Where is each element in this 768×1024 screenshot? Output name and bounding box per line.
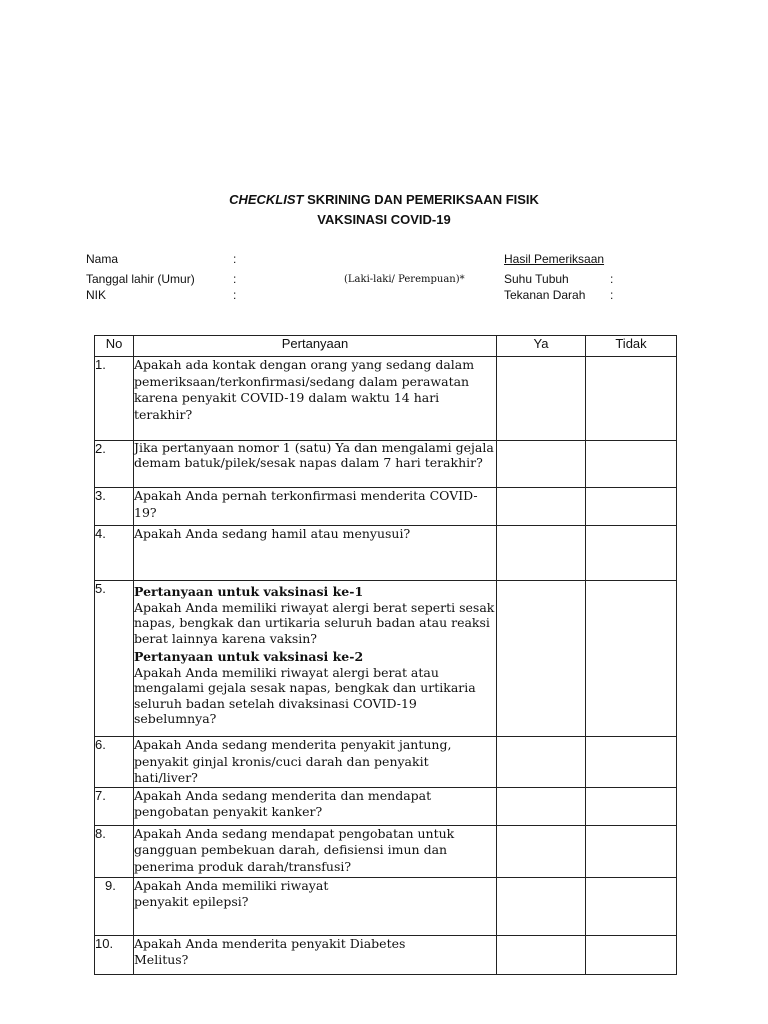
- answer-tidak-cell[interactable]: [586, 441, 677, 488]
- question-text: Apakah ada kontak dengan orang yang sedang dalam pemeriksaan/terkonfirmasi/sedang dalam perawatan karena penyakit COVID-19 dalam waktu 14 hari terakhir?: [134, 357, 497, 441]
- answer-tidak-cell[interactable]: [586, 581, 677, 737]
- nama-label: Nama: [86, 252, 119, 266]
- answer-tidak-cell[interactable]: [586, 526, 677, 581]
- table-row: [95, 787, 677, 825]
- tekanan-darah-colon: :: [610, 288, 614, 302]
- answer-ya-cell[interactable]: [497, 357, 586, 441]
- question-text: Apakah Anda memiliki riwayat penyakit epilepsi?: [134, 877, 497, 935]
- table-row: [95, 526, 677, 581]
- answer-ya-cell[interactable]: [497, 441, 586, 488]
- table-row: [95, 357, 677, 441]
- question-text: Apakah Anda sedang hamil atau menyusui?: [134, 526, 497, 581]
- nik-label: NIK: [86, 288, 107, 302]
- gender-option: (Laki-laki/ Perempuan)*: [344, 274, 465, 285]
- answer-tidak-cell[interactable]: [586, 357, 677, 441]
- table-row: [95, 935, 677, 974]
- title-checklist-word: CHECKLIST: [229, 192, 304, 207]
- header-no: No: [95, 336, 134, 357]
- question-text: Jika pertanyaan nomor 1 (satu) Ya dan mengalami gejala demam batuk/pilek/sesak napas dalam 7 hari terakhir?: [134, 441, 497, 488]
- row-number: 10.: [95, 935, 134, 974]
- answer-tidak-cell[interactable]: [586, 737, 677, 788]
- nama-colon: :: [233, 252, 237, 266]
- table-row: [95, 877, 677, 935]
- question-text: Apakah Anda pernah terkonfirmasi menderita COVID-19?: [134, 488, 497, 526]
- table-row: [95, 441, 677, 488]
- hasil-pemeriksaan-label: Hasil Pemeriksaan: [504, 252, 605, 266]
- row-number: 9.: [95, 877, 134, 935]
- answer-ya-cell[interactable]: [497, 877, 586, 935]
- answer-tidak-cell[interactable]: [586, 825, 677, 877]
- answer-ya-cell[interactable]: [497, 526, 586, 581]
- table-row: [95, 581, 677, 737]
- header-pertanyaan: Pertanyaan: [134, 336, 497, 357]
- nik-colon: :: [233, 288, 237, 302]
- document-title: [0, 192, 768, 207]
- answer-ya-cell[interactable]: [497, 935, 586, 974]
- questionnaire-table: [94, 335, 677, 975]
- table-row: [95, 825, 677, 877]
- row-number: 3.: [95, 488, 134, 526]
- row-number: 6.: [95, 737, 134, 788]
- answer-ya-cell[interactable]: [497, 787, 586, 825]
- table-row: [95, 737, 677, 788]
- answer-tidak-cell[interactable]: [586, 787, 677, 825]
- answer-ya-cell[interactable]: [497, 488, 586, 526]
- answer-ya-cell[interactable]: [497, 737, 586, 788]
- row-number: 2.: [95, 441, 134, 488]
- table-header-row: [95, 336, 677, 357]
- vaccination-1-question: Apakah Anda memiliki riwayat alergi berat seperti sesak napas, bengkak dan urtikaria seluruh badan atau reaksi berat lainnya karena vaksin?: [134, 599, 495, 646]
- answer-ya-cell[interactable]: [497, 825, 586, 877]
- tekanan-darah-label: Tekanan Darah: [504, 288, 586, 302]
- answer-ya-cell[interactable]: [497, 581, 586, 737]
- tanggal-lahir-label: Tanggal lahir (Umur): [86, 272, 195, 286]
- question-text: Apakah Anda sedang mendapat pengobatan untuk gangguan pembekuan darah, defisiensi imun dan penerima produk darah/transfusi?: [134, 825, 497, 877]
- tanggal-lahir-colon: :: [233, 272, 237, 286]
- question-text: Apakah Anda sedang menderita dan mendapat pengobatan penyakit kanker?: [134, 787, 497, 825]
- vaccination-1-heading: Pertanyaan untuk vaksinasi ke-1: [134, 584, 364, 599]
- suhu-tubuh-label: Suhu Tubuh: [504, 272, 569, 286]
- question-text: Apakah Anda menderita penyakit Diabetes Melitus?: [134, 935, 497, 974]
- header-ya: Ya: [497, 336, 586, 357]
- question-text: Apakah Anda sedang menderita penyakit jantung, penyakit ginjal kronis/cuci darah dan penyakit hati/liver?: [134, 737, 497, 788]
- title-rest: SKRINING DAN PEMERIKSAAN FISIK: [303, 192, 539, 207]
- row-number: 1.: [95, 357, 134, 441]
- answer-tidak-cell[interactable]: [586, 935, 677, 974]
- row-number: 7.: [95, 787, 134, 825]
- table-row: [95, 488, 677, 526]
- answer-tidak-cell[interactable]: [586, 877, 677, 935]
- document-subtitle: VAKSINASI COVID-19: [317, 212, 451, 227]
- header-tidak: Tidak: [586, 336, 677, 357]
- vaccination-2-question: Apakah Anda memiliki riwayat alergi berat atau mengalami gejala sesak napas, bengkak dan urtikaria seluruh badan setelah divaksinasi COVID-19 sebelumnya?: [134, 664, 476, 726]
- row-number: 8.: [95, 825, 134, 877]
- vaccination-2-heading: Pertanyaan untuk vaksinasi ke-2: [134, 649, 364, 664]
- question-text-group: [134, 581, 497, 737]
- answer-tidak-cell[interactable]: [586, 488, 677, 526]
- suhu-tubuh-colon: :: [610, 272, 614, 286]
- row-number: 4.: [95, 526, 134, 581]
- row-number: 5.: [95, 581, 134, 737]
